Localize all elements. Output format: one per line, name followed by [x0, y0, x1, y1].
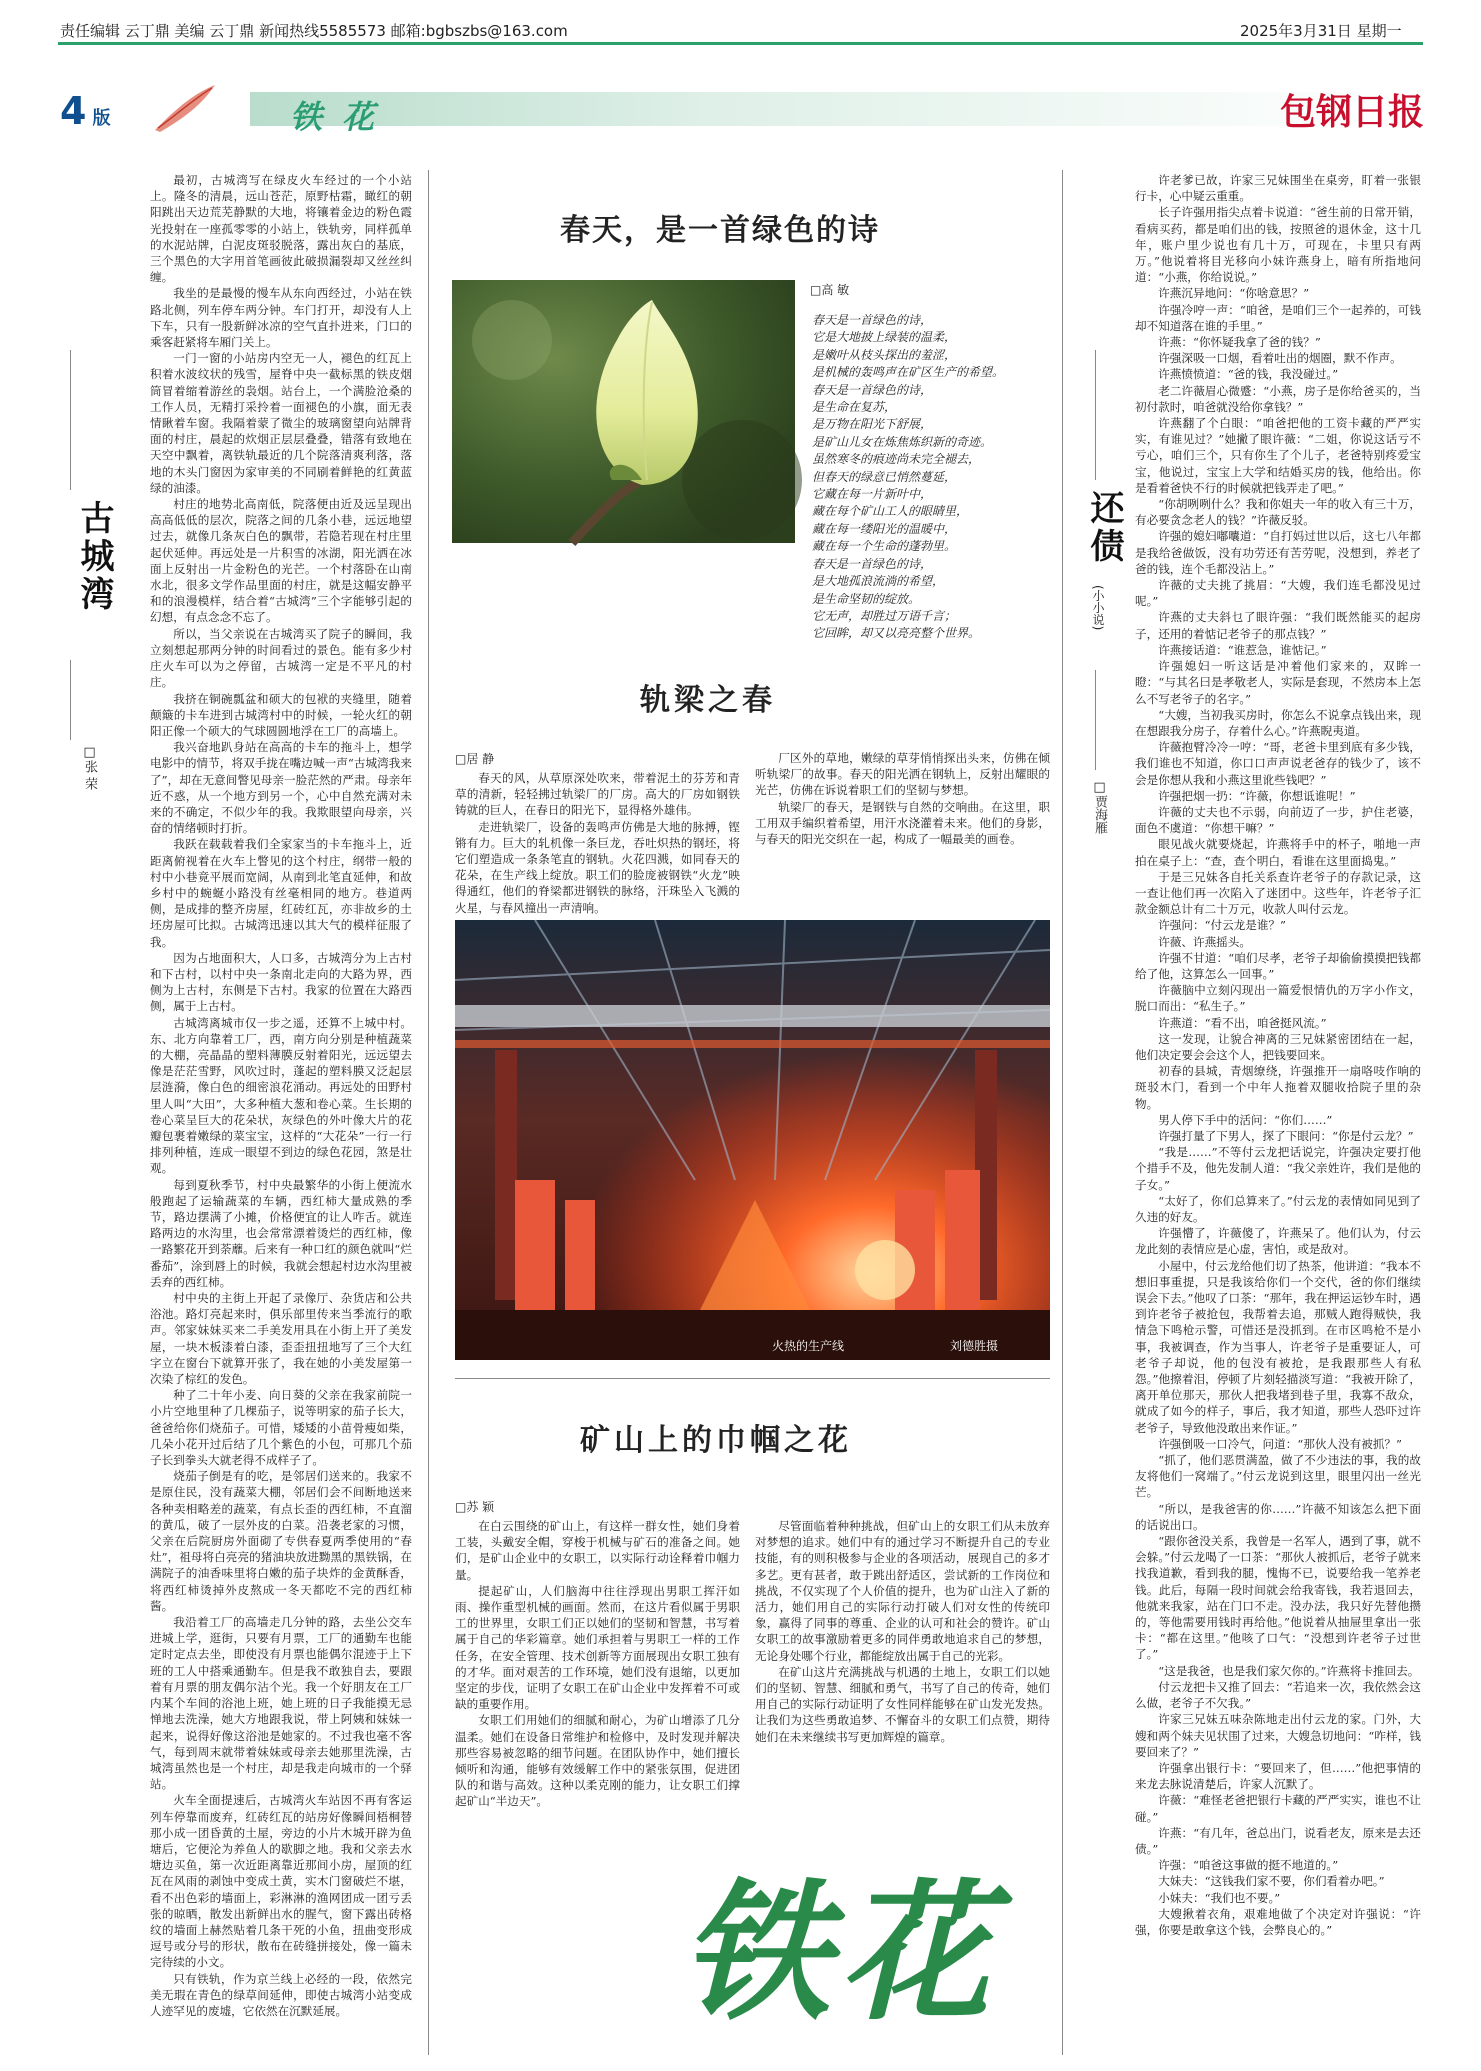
paragraph: 女职工们用她们的细腻和耐心，为矿山增添了几分温柔。她们在设备日常维护和检修中，及时发现并解决那些容易被忽略的细节问题。在团队协作中，她们擅长倾听和沟通，能够有效缓解工作中的紧张氛围，促进团队的和谐与高效。这种以柔克刚的能力，让女职工们撑起矿山“半边天”。: [455, 1713, 740, 1809]
left-title-rule-top: [70, 350, 71, 490]
paragraph: 许燕的丈夫斜乜了眼许强：“我们既然能买的起房子，还用的着惦记老爷子的那点钱？”: [1135, 610, 1421, 641]
calligraphy-artwork: 铁花: [679, 1865, 1000, 2041]
paragraph: 男人停下手中的活问：“你们……”: [1158, 1112, 1333, 1127]
production-line-photo: [455, 920, 1050, 1360]
header-date: 2025年3月31日 星期一: [1240, 22, 1402, 40]
paragraph: 所以，当父亲说在古城湾买了院子的瞬间，我立刻想起那两分钟的时间看过的景色。能有多少村庄火车可以为之停留，古城湾一定是不平凡的村庄。: [150, 626, 412, 690]
rail-article-title: 轨梁之春: [640, 683, 776, 718]
poem-line: 是机械的轰鸣声在矿区生产的希望。: [812, 365, 1005, 380]
paragraph: 老二许薇眉心微蹙：“小燕，房子是你给爸买的，当初付款时，咱爸就没给你拿钱？”: [1135, 383, 1421, 414]
paragraph: 许薇、许燕摇头。: [1158, 934, 1251, 949]
right-article-genre: (小小说): [1091, 585, 1105, 631]
column-name: 铁花: [290, 98, 395, 136]
paragraph: 这一发现，让貌合神离的三兄妹紧密团结在一起，他们决定要会会这个人，把钱要回来。: [1135, 1031, 1421, 1062]
poem-line: 藏在每一个生命的蓬勃里。: [812, 539, 957, 554]
poem-line: 它是大地披上绿装的温柔，: [812, 330, 957, 345]
poem-line: 虽然寒冬的痕迹尚未完全褪去，: [812, 452, 981, 467]
paragraph: 许强冷哼一声：“咱爸，是咱们三个一起养的，可钱却不知道落在谁的手里。”: [1135, 302, 1421, 333]
paragraph: 许强不甘道：“咱们尽孝，老爷子却偷偷摸摸把钱都给了他，这算怎么一回事。”: [1135, 950, 1421, 981]
poem-line: 它无声，却胜过万语千言；: [812, 608, 957, 623]
paragraph: 许燕翻了个白眼：“咱爸把他的工资卡藏的严严实实，有谁见过？”她撇了眼许薇：“二姐，你说这话亏不亏心，咱们三个，只有你生了个儿子，老爸特别疼爱宝宝，他说过，宝宝上大学和结婚买房的钱，他给出。你是看着爸快不行的时候就把钱弄走了吧。”: [1135, 416, 1421, 495]
paragraph: 初春的县城，青烟缭绕，许强推开一扇咯吱作响的斑驳木门，看到一个中年人拖着双腿收拾院子里的杂物。: [1135, 1064, 1421, 1111]
paragraph: 村庄的地势北高南低，院落便由近及远呈现出高高低低的层次，院落之间的几条小巷，远远地望过去，就像几条灰白色的飘带，若隐若现在村庄里起伏延伸。再远处是一片积雪的冰湖，阳光洒在冰面上反射出一片金粉色的光芒。一个村落卧在山南水北，很多文学作品里面的村庄，就是这幅安静平和的浪漫模样，结合着“古城湾”三个字能够引起的幻想，有点念念不忘了。: [150, 497, 412, 625]
paragraph: 一门一窗的小站房内空无一人，褪色的红瓦上积着水波纹状的残雪，屋脊中央一截标黑的铁皮烟筒冒着缩着游丝的袅烟。站台上，一个满脸沧桑的工作人员，无精打采拎着一面褪色的小旗，面无表情瞅着车窗。我隔着蒙了微尘的玻璃窗望向站牌背面的村庄，晨起的炊烟正层层叠叠，错落有致地在天空中飘着，离铁轨最近的几个院落清爽利落，落地的木头门窗因为家审美的不同刷着鲜艳的红黄蓝绿的油漆。: [150, 351, 412, 495]
page-number-badge: [60, 88, 156, 134]
poem-line: 是嫩叶从枝头探出的羞涩，: [812, 347, 957, 362]
paragraph: 许强：“咱爸这事做的挺不地道的。”: [1158, 1858, 1339, 1873]
paragraph: 大妹夫：“这钱我们家不要，你们看着办吧。”: [1158, 1874, 1385, 1889]
mine-article-body-col2: [755, 1518, 1050, 1788]
mine-article-title: 矿山上的巾帼之花: [580, 1423, 852, 1458]
paragraph: 大嫂揪着衣角，艰难地做了个决定对许强说：“许强，你要是敢拿这个钱，会弊良心的。”: [1135, 1906, 1421, 1937]
poem-line: 春天是一首绿色的诗，: [812, 382, 933, 397]
paragraph: 小妹夫：“我们也不要。”: [1158, 1890, 1281, 1905]
header-rule: [58, 42, 1423, 45]
paragraph: 在白云围绕的矿山上，有这样一群女性，她们身着工装，头戴安全帽，穿梭于机械与矿石的准备之间。她们，是矿山企业中的女职工，以实际行动诠释着巾帼力量。: [455, 1519, 740, 1582]
right-article-body: [1135, 172, 1421, 2052]
poem-line: 它藏在每一片新叶中，: [812, 487, 933, 502]
right-title-rule-bottom: [1095, 670, 1096, 770]
paragraph: 许强问：“付云龙是谁？”: [1158, 918, 1286, 933]
paragraph: 在矿山这片充满挑战与机遇的土地上，女职工们以她们的坚韧、智慧、细腻和勇气，书写了自己的传奇，她们用自己的实际行动证明了女性同样能够在矿山发光发热。让我们为这些勇敢追梦、不懈奋斗的女职工们点赞，期待她们在未来继续书写更加辉煌的篇章。: [755, 1664, 1050, 1744]
paragraph: 尽管面临着种种挑战，但矿山上的女职工们从未放弃对梦想的追求。她们中有的通过学习不断提升自己的专业技能，有的则积极参与企业的各项活动，展现自己的多才多艺。更有甚者，敢于跳出舒适区，尝试新的工作岗位和挑战，不仅实现了个人价值的提升，也为矿山注入了新的活力，她们用自己的实际行动打破人们对女性的传统印象，赢得了同事的尊重、企业的认可和社会的赞许。矿山女职工的故事激励着更多的同伴勇敢地追求自己的梦想，无论身处哪个行业，都能绽放出属于自己的光彩。: [755, 1519, 1050, 1663]
column-banner: [250, 92, 1415, 126]
paragraph: 许燕沉异地问：“你啥意思？”: [1158, 286, 1310, 301]
magnolia-photo: [452, 280, 795, 543]
poem-body: [812, 312, 1052, 643]
paragraph: 我坐的是最慢的慢车从东向西经过，小站在铁路北侧，列车停车两分钟。车门打开，却没有人上下车，只有一股新鲜冰凉的空气直扑进来，门口的乘客赶紧将车厢门关上。: [150, 286, 412, 350]
header-editors: 责任编辑 云丁鼎 美编 云丁鼎 新闻热线5585573 邮箱:bgbszbs@163.com: [60, 22, 568, 40]
paragraph: “这是我爸，也是我们家欠你的。”许燕将卡推回去。: [1158, 1663, 1420, 1678]
poem-line: 藏在每一缕阳光的温暖中，: [812, 521, 957, 536]
paragraph: 许燕愤愤道：“爸的钱，我没碰过。”: [1158, 367, 1339, 382]
paragraph: 许强深吸一口烟，看着吐出的烟圈，默不作声。: [1158, 351, 1402, 366]
paragraph: 许燕：“有几年，爸总出门，说看老友，原来是去还债。”: [1135, 1825, 1421, 1856]
right-article-author: □贾海雁: [1092, 780, 1107, 834]
paragraph: 许薇的丈夫挑了挑眉：“大嫂，我们连毛都没见过呢。”: [1135, 578, 1421, 609]
poem-title: 春天，是一首绿色的诗: [560, 213, 880, 248]
paragraph: 许薇脑中立刻闪现出一篇爱恨情仇的万字小作文，脱口而出：“私生子。”: [1135, 983, 1421, 1014]
poem-line: 春天是一首绿色的诗，: [812, 556, 933, 571]
paragraph: 古城湾离城市仅一步之遥，还算不上城中村。东、北方向靠着工厂，西，南方向分别是种植蔬菜的大棚，亮晶晶的塑料薄膜反射着阳光，远远望去像是茫茫雪野，风吹过时，蓬起的塑料膜又泛起层层涟漪，像白色的细密浪花涌动。再远处的田野村里人叫“大田”，大多种植大葱和卷心菜。生长期的卷心菜呈巨大的花朵状，灰绿色的外叶像大片的花瓣包裹着嫩绿的菜宝宝，这样的“大花朵”一行一行排列种植，连成一眼望不到边的绿色花园，煞是壮观。: [150, 1015, 412, 1176]
poem-line: 是生命坚韧的绽放。: [812, 591, 921, 606]
paragraph: 只有铁轨，作为京兰线上必经的一段，依然完美无瑕在青色的绿草间延伸，即使古城湾小站变成人迹罕见的废墟，它依然在沉默延展。: [150, 1971, 412, 2018]
paragraph: 许薇的丈夫也不示弱，向前迈了一步，护住老婆，面色不虞道：“你想干嘛？”: [1135, 804, 1421, 836]
left-article-author: □张 荣: [82, 745, 97, 791]
poem-author: □高 敏: [810, 283, 850, 297]
column-divider: [428, 170, 429, 2055]
paragraph: 小屋中，付云龙给他们切了热茶，他讲道：“我本不想旧事重提，只是我该给你们一个交代，爸的你们继续误会下去。”他叹了口茶：“那年，我在押运运钞车时，遇到许老爷子被抢包，我帮着去追，那贼人跑得贼快，我情急下鸣枪示警，可惜还是没抓到。在市区鸣枪不是小事，我被调查，作为当事人，许老爷子是重要证人，可老爷子却说，他的包没有被抢，是我跟那些人有私怨。”他擦着泪，停顿了片刻轻描淡写道：“我被开除了，离开单位那天，那伙人把我堵到巷子里，我寡不敌众，就成了如今的样子，事后，我才知道，那些人恐吓过许老爷子，导致他没敢出来作证。”: [1135, 1258, 1421, 1435]
paragraph: “所以，是我爸害的你……”许薇不知该怎么把下面的话说出口。: [1135, 1501, 1421, 1532]
feather-icon: [150, 80, 220, 135]
paragraph: 村中央的主街上开起了录像厅、杂货店和公共浴池。路灯亮起来时，俱乐部里传来当季流行的歌声。邻家妹妹买来二手美发用具在小街上开了美发屋，一块木板漆着白漆，歪歪扭扭地写了三个大红字立在窗台下就算开张了，我在她的小美发屋第一次染了棕红的发色。: [150, 1291, 412, 1387]
paragraph: 于是三兄妹各自托关系查许老爷子的存款记录，这一查让他们再一次陷入了迷团中。这些年，许老爷子汇款金额总计有二十万元，收款人叫付云龙。: [1135, 869, 1421, 917]
paragraph: 我挤在铜碗瓢盆和硕大的包袱的夹缝里，随着颠簸的卡车进到古城湾村中的时候，一轮火红的朝阳正像一个硕大的气球圆圆地浮在工厂的高墙上。: [150, 691, 412, 738]
paragraph: 我兴奋地趴身站在高高的卡车的拖斗上，想学电影中的情节，将双手拢在嘴边喊一声“古城湾我来了”，却在无意间瞥见母亲一脸茫然的严肃。母亲年近不惑，从一个地方到另一个，心中自然充满对未来的不确定，不似少年的我。我欺眼望向母亲，兴奋的情绪顿时打折。: [150, 740, 412, 836]
paragraph: 许薇抱臂冷冷一哼：“哥，老爸卡里到底有多少钱，我们谁也不知道，你口口声声说老爸存的钱少了，该不会是你想从我和小燕这里讹些钱吧？”: [1135, 740, 1421, 787]
poem-line: 是矿山儿女在炼焦炼织新的奇迹。: [812, 434, 993, 449]
paragraph: 许薇：“难怪老爸把银行卡藏的严严实实，谁也不让碰。”: [1135, 1793, 1421, 1824]
paragraph: “抓了，他们恶贯满盈，做了不少违法的事，我的故友将他们一窝端了。”付云龙说到这里，眼里闪出一丝光芒。: [1135, 1453, 1421, 1500]
paragraph: 轨梁厂的春天，是钢铁与自然的交响曲。在这里，职工用双手编织着希望，用汗水浇灌着未来。他们的身影，与春天的阳光交织在一起，构成了一幅最美的画卷。: [755, 799, 1050, 847]
mine-article-author: □苏 颖: [455, 1500, 495, 1514]
left-article-title: 古城湾: [74, 500, 114, 614]
paragraph: 火车全面提速后，古城湾火车站因不再有客运列车停靠而废弃，红砖红瓦的站房好像瞬间梧桐替那小成一团昏黄的土屋，旁边的小片木城开辟为鱼塘后，它便沦为养鱼人的歇脚之地。我和父亲去水塘边买鱼，第一次近距离靠近那间小房，屋顶的红瓦在风雨的剥蚀中变成土黄，实木门窗破烂不堪，看不出色彩的墙面上，彩淋淋的渔网团成一团亏丢张的晾晒，散发出新鲜出水的腥气，窗下露出砖格纹的墙面上赫然贴着几条干死的小鱼，扭曲变形成逗号或分号的形状，散布在砖缝拼接处，像一篇未完待续的小文。: [150, 1793, 412, 1970]
left-title-rule-bottom: [70, 660, 71, 740]
paragraph: 因为占地面积大，人口多，古城湾分为上古村和下古村，以村中央一条南北走向的大路为界，西侧为上古村，东侧是下古村。我家的位置在大路西侧，属于上古村。: [150, 950, 412, 1014]
poem-line: 但春天的绿意已悄然蔓延，: [812, 469, 957, 484]
paragraph: 春天的风，从草原深处吹来，带着泥土的芬芳和青草的清新，轻轻拂过轨梁厂的厂房。高大的厂房如钢铁铸就的巨人，在春日的阳光下，显得格外雄伟。: [455, 771, 740, 818]
section-rule: [455, 1378, 1050, 1379]
paragraph: “你胡咧咧什么？我和你姐夫一年的收入有三十万，有必要贪念老人的钱？”许薇反驳。: [1135, 497, 1421, 528]
paragraph: 我沿着工厂的高墙走几分钟的路，去坐公交车进城上学，逛街，只要有月票，工厂的通勤车也能定时定点去坐，即使没有月票也能偶尔混迹于上下班的工人中搭乘通勤车。但是我不敢独自去，要跟着有月票的朋友偶尔沾个光。我一个好朋友在工厂内某个车间的浴池上班，她上班的日子我能摸无忌惮地去洗澡，她大方地跟我说，带上阿姨和妹妹一起来，说得好像这浴池是她家的。不过我也毫不客气，每到周末就带着妹妹或母亲去她那里洗澡，古城湾虽然也是一个村庄，却是我走向城市的一个驿站。: [150, 1615, 412, 1792]
paragraph: 付云龙把卡又推了回去：“若追来一次，我依然会这么做，老爷子不欠我。”: [1135, 1679, 1421, 1711]
page-suffix: 版: [92, 108, 111, 129]
paragraph: “我是……”不等付云龙把话说完，许强决定要打他个措手不及，他先发制人道：“我父亲姓许，我们是他的子女。”: [1135, 1145, 1421, 1192]
paragraph: 许老爹已故，许家三兄妹围坐在桌旁，盯着一张银行卡，心中疑云重重。: [1135, 173, 1421, 204]
paragraph: 走进轨梁厂，设备的轰鸣声仿佛是大地的脉搏，铿锵有力。巨大的轧机像一条巨龙，吞吐炽热的钢坯，将它们塑造成一条条笔直的钢轨。火花四溅，如同春天的花朵，在生产线上绽放。职工们的脸庞被钢铁“火龙”映得通红，他们的脊梁都进钢铁的脉络，汗珠坠入飞溅的火星，与春风撞出一声清响。: [455, 819, 740, 915]
paragraph: 许强倒吸一口冷气，问道：“那伙人没有被抓？”: [1158, 1436, 1402, 1451]
right-article-title: 还债: [1084, 490, 1124, 566]
photo-caption: 火热的生产线: [772, 1339, 845, 1353]
paragraph: 厂区外的草地，嫩绿的草芽悄悄探出头来，仿佛在倾听轨梁厂的故事。春天的阳光洒在钢轨上，反射出耀眼的光芒，仿佛在诉说着职工们的坚韧与梦想。: [755, 751, 1050, 798]
paragraph: 许燕接话道：“谁惹急，谁惦记。”: [1158, 642, 1327, 657]
paragraph: 许强把烟一扔：“许薇，你想诋谁呢！”: [1158, 788, 1356, 803]
rail-article-body-col2: [755, 750, 1050, 905]
paragraph: “大嫂，当初我买房时，你怎么不说拿点钱出来，现在想跟我分房子，存着什么心。”许燕睨夷道。: [1135, 707, 1421, 738]
paragraph: 许强打量了下男人，探了下眼问：“你是付云龙？”: [1158, 1128, 1414, 1143]
paragraph: 提起矿山，人们脑海中往往浮现出男职工挥汗如雨、操作重型机械的画面。然而，在这片看似属于男职工的世界里，女职工们正以她们的坚韧和智慧，书写着属于自己的华彩篇章。她们承担着与男职工一样的工作任务，在安全管理、技术创新等方面展现出女职工独有的才华。面对艰苦的工作环境，她们没有退缩，以更加坚定的步伐，证明了女职工在矿山企业中发挥着不可或缺的重要作用。: [455, 1583, 740, 1712]
rail-article-author: □居 静: [455, 752, 495, 766]
paragraph: 许燕道：“看不出，咱爸挺风流。”: [1158, 1015, 1327, 1030]
paragraph: 烧茄子倒是有的吃，是邻居们送来的。我家不是原住民，没有蔬菜大棚，邻居们会不间断地送来各种卖相略差的蔬菜，有点长歪的西红柿，不直溜的黄瓜，破了一层外皮的白菜。沿袭老家的习惯，父亲在后院厨房外面砌了专供春夏两季使用的“春灶”，祖母将白亮亮的猪油块放进黝黑的黑铁锅，在满院子的油香味里将白嫩的茄子块炸的金黄酥香，将西红柿烫掉外皮熬成一冬天都吃不完的西红柿酱。: [150, 1469, 412, 1613]
paragraph: 眼见战火就要烧起，许燕将手中的杯子，啪地一声拍在桌子上：“查，查个明白，看谁在这里面捣鬼。”: [1135, 837, 1421, 868]
paragraph: 许强的媳妇嘟囔道：“自打妈过世以后，这七八年都是我给爸做饭，没有功劳还有苦劳呢，没想到，养老了爸的钱，连个毛都没沾上。”: [1135, 529, 1421, 576]
paragraph: 种了二十年小麦、向日葵的父亲在我家前院一小片空地里种了几棵茄子，说等明家的茄子长大，爸爸给你们烧茄子。可惜，矮矮的小苗骨瘦如柴，几朵小花开过后结了几个紫色的小包，可那几个茄子长到拳头大就老得不成样子了。: [150, 1388, 412, 1468]
paragraph: “跟你爸没关系，我曾是一名军人，遇到了事，就不会躲。”付云龙喝了一口茶：“那伙人被抓后，老爷子就来找我道歉，看到我的腿，愧悔不已，说要给我一笔养老钱。此后，每隔一段时间就会给我寄钱，我若退回去，他就来我家，站在门口不走。没办法，我只好先替他攒的，等他需要用钱时再给他。”他说着从抽屉里拿出一张卡：“都在这里。”他咳了口气：“没想到许老爷子过世了。”: [1135, 1534, 1421, 1662]
paragraph: 许家三兄妹五味杂陈地走出付云龙的家。门外，大嫂和两个妹夫见状围了过来，大嫂急切地问：“咋样，钱要回来了？”: [1135, 1712, 1421, 1759]
poem-line: 是万物在阳光下舒展，: [812, 417, 933, 432]
paragraph: “太好了，你们总算来了。”付云龙的表情如同见到了久违的好友。: [1135, 1193, 1421, 1224]
rail-article-body-col1: [455, 770, 740, 915]
paragraph: 许燕：“你怀疑我拿了爸的钱？”: [1158, 335, 1321, 350]
left-article-body: [150, 172, 412, 2052]
poem-line: 它回眸，却又以亮亮整个世界。: [812, 626, 981, 641]
paragraph: 长子许强用指尖点着卡说道：“爸生前的日常开销，看病买药，都是咱们出的钱，按照爸的退休金，这十几年，账户里少说也有几十万，可现在，卡里只有两万。”他说着将目光移向小妹许燕身上，暗有所指地问道：“小燕，你给说说。”: [1135, 205, 1421, 285]
paragraph: 我跃在载载着我们全家家当的卡车拖斗上，近距离俯视着在火车上瞥见的这个村庄，纲带一般的村中小巷竟平展而宽阔，从南到北笔直延伸，和故乡村中的蜿蜒小路没有丝毫相同的地方。巷道两侧，是成排的整齐房屋，红砖红瓦，亦非故乡的土坯房屋可比拟。古城湾迅速以其大气的模样征服了我。: [150, 837, 412, 949]
newspaper-masthead: 包钢日报: [1280, 91, 1425, 133]
right-title-rule-top: [1095, 350, 1096, 480]
page-number: 4: [60, 89, 87, 133]
poem-line: 是大地孤浪流淌的希望，: [812, 574, 945, 589]
paragraph: 每到夏秋季节，村中央最繁华的小街上便流水般跑起了运输蔬菜的车辆，西红柿大量成熟的季节，路边摆满了小摊，价格便宜的让人咋舌。就连路两边的水沟里，也会常常漂着烫烂的西红柿，像一路繁花开到荼蘼。后来有一种口红的颜色就叫“烂番茄”，涂到唇上的时候，我就会想起村边水沟里被丢弃的西红柿。: [150, 1177, 412, 1289]
photo-credit: 刘德胜摄: [950, 1339, 999, 1353]
paragraph: 许强媳妇一听这话是冲着他们家来的，双眸一瞪：“与其名曰是孝敬老人，实际是套现，不然房本上怎么不写老爷子的名字。”: [1135, 659, 1421, 706]
paragraph: 许强懵了，许薇傻了，许燕呆了。他们认为，付云龙此刻的表情应是心虚，害怕，或是敌对。: [1135, 1226, 1421, 1257]
column-divider: [1062, 170, 1063, 2055]
poem-line: 是生命在复苏，: [812, 400, 897, 415]
paragraph: 许强拿出银行卡：“要回来了，但……”他把事情的来龙去脉说清楚后，许家人沉默了。: [1135, 1760, 1421, 1792]
poem-line: 春天是一首绿色的诗，: [812, 313, 933, 327]
paragraph: 最初，古城湾写在绿皮火车经过的一个小站上。隆冬的清晨，远山苍茫，原野枯霜，瞰红的朝阳跳出天边荒芜静默的大地，将镶着金边的粉色霞光投射在一座孤零零的小站上，铁轨旁，同样孤单的水泥站牌，白泥皮斑驳脱落，露出灰白的基底，三个黑色的大字用首笔画彼此破损漏裂却又丝丝纠缠。: [150, 173, 412, 285]
poem-line: 藏在每个矿山工人的眼睛里，: [812, 504, 969, 519]
